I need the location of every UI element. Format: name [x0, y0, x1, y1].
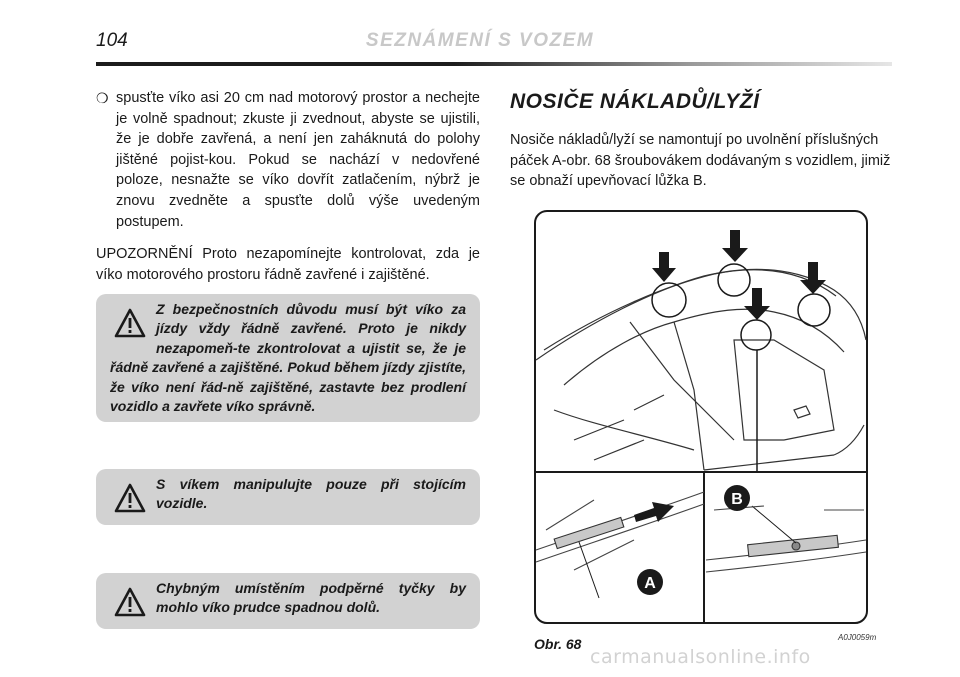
warning-triangle-icon	[114, 587, 146, 617]
figure-code: A0J0059m	[838, 633, 877, 642]
footer-watermark: carmanualsonline.info	[590, 646, 811, 668]
warning-text-3: Chybným umístěním podpěrné tyčky by mohlo víko prudce spadnou dolů.	[156, 580, 466, 616]
right-column	[510, 88, 892, 192]
bullet-circle-icon: ❍	[96, 90, 109, 106]
bullet-item	[96, 88, 480, 232]
note-paragraph: UPOZORNĚNÍ Proto nezapomínejte kontrolovat, zda je víko motorového prostoru řádně zavřené i zajištěné.	[96, 246, 480, 283]
label-a: A	[644, 575, 656, 592]
header-rule	[96, 62, 892, 66]
warning-text-1: Z bezpečnostních důvodu musí být víko za jízdy vždy řádně zavřené. Proto je nikdy nezapomeň-te zkontrolovat a ujistit se, že je řádně zavřené a zajištěné. Pokud během jízdy zjistíte, že víko není řád-ně zajištěné, zastavte bez prodlení vozidlo a zavřete víko správně.	[110, 301, 466, 415]
warning-box-3	[96, 573, 480, 629]
figure-caption: Obr. 68	[534, 636, 582, 652]
label-b: B	[731, 491, 743, 508]
warning-text-2: S víkem manipulujte pouze při stojícím vozidle.	[156, 476, 466, 512]
intro-paragraph: Nosiče nákladů/lyží se namontují po uvolnění příslušných páček A-obr. 68 šroubovákem dodávaným s vozidlem, jimiž se obnaží upevňovací lůžka B.	[510, 132, 891, 190]
left-column	[96, 88, 480, 285]
bullet-text: spusťte víko asi 20 cm nad motorový prostor a nechejte je volně spadnout; zkuste ji zvednout, abyste se ujistili, že je dobře zavřená, a není jen zaháknutá do polohy jištěné pojist-kou. Pokud se nachází v nedovřené poloze, nesnažte se víko dovřít zatlačením, nýbrž je znovu zvedněte a spusťte dolů výše uvedeným postupem.	[116, 90, 480, 230]
figure-roof-rack-illustration	[534, 210, 868, 624]
warning-triangle-icon	[114, 483, 146, 513]
page-number: 104	[96, 30, 128, 51]
section-title: NOSIČE NÁKLADŮ/LYŽÍ	[510, 90, 760, 113]
warning-box-1	[96, 294, 480, 422]
warning-box-2	[96, 469, 480, 525]
running-head: SEZNÁMENÍ S VOZEM	[365, 30, 595, 51]
